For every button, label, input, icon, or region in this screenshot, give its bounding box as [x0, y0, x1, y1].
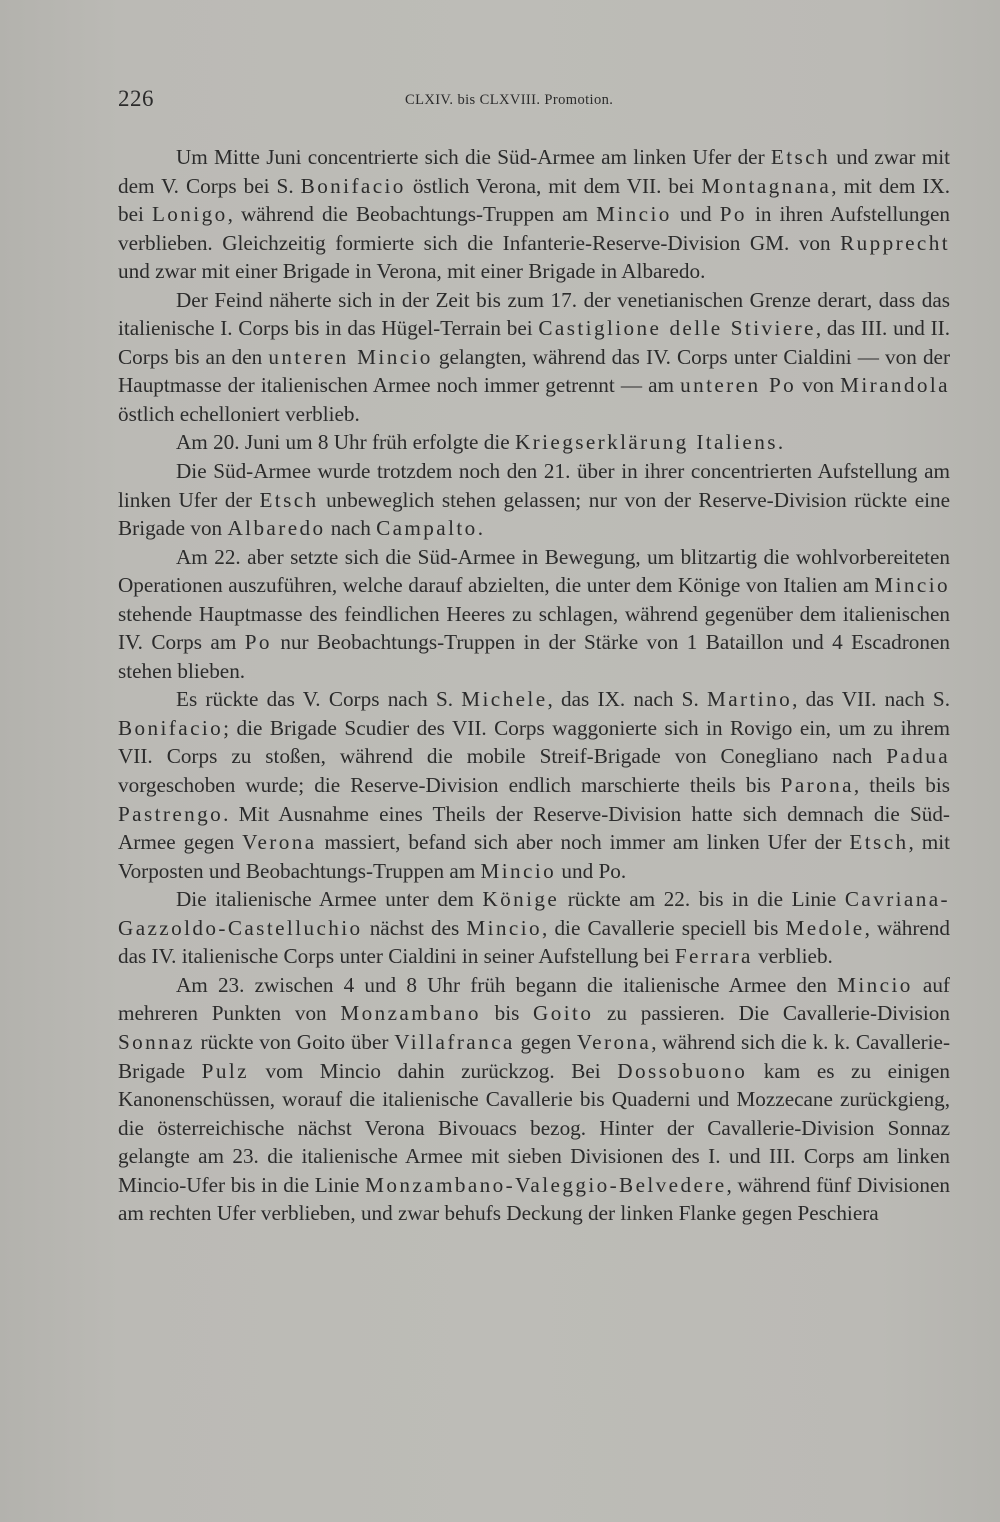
text-run: stehende Hauptmasse des feindlichen Heeres zu schlagen, während gegenüber dem italienischen IV. Corps am: [118, 601, 950, 655]
spaced-text: Mincio: [466, 915, 543, 940]
paragraph: [118, 286, 950, 429]
spaced-text: Rupprecht: [840, 230, 950, 255]
text-run: auf mehreren Punkten von: [118, 972, 950, 1026]
text-run: , mit dem IX. bei: [118, 173, 950, 227]
page-header: [0, 86, 1000, 116]
spaced-text: Bonifacio: [118, 715, 224, 740]
spaced-text: Kriegserklärung Italiens: [514, 430, 778, 455]
text-run: und Po.: [556, 858, 627, 883]
text-run: nur Beobachtungs-Truppen in der Stärke von 1 Bataillon und 4 Escadronen stehen blieben.: [118, 630, 950, 683]
spaced-text: Pastrengo: [118, 801, 224, 826]
paragraph: [118, 885, 950, 971]
spaced-text: Mincio: [874, 573, 950, 598]
paragraph: [118, 428, 950, 457]
spaced-text: Etsch: [259, 487, 319, 512]
text-run: , das IX. nach S.: [547, 687, 707, 712]
spaced-text: Mincio: [837, 972, 913, 997]
text-run: rückte am 22. bis in die Linie: [559, 887, 845, 912]
text-run: , theils bis: [853, 773, 950, 798]
text-run: Um Mitte Juni concentrierte sich die Süd-Armee am linken Ufer der: [176, 145, 771, 169]
paragraph: [118, 457, 950, 543]
text-run: gelangten, während das IV. Corps unter Cialdini — von der Hauptmasse der italienischen Armee noch immer getrennt — am: [118, 344, 950, 398]
page-number: 226: [118, 86, 154, 111]
spaced-text: Mirandola: [840, 373, 950, 398]
spaced-text: Medole: [785, 915, 865, 940]
text-run: und: [671, 202, 720, 227]
text-run: .: [777, 430, 784, 455]
text-run: , während sich die k. k. Cavallerie-Brigade: [118, 1029, 951, 1083]
spaced-text: Parona: [780, 773, 854, 798]
spaced-text: Campalto: [376, 516, 478, 541]
spaced-text: Pulz: [201, 1058, 249, 1083]
text-run: östlich Verona, mit dem VII. bei: [405, 173, 702, 198]
spaced-text: Verona: [576, 1029, 652, 1054]
text-run: östlich echelloniert verblieb.: [118, 401, 360, 426]
spaced-text: Albaredo: [227, 516, 326, 541]
text-run: Am 23. zwischen 4 und 8 Uhr früh begann die italienische Armee den: [176, 972, 838, 997]
spaced-text: Sonnaz: [118, 1029, 195, 1054]
text-run: vom Mincio dahin zurückzog. Bei: [248, 1058, 618, 1083]
text-run: .: [477, 516, 483, 541]
text-run: rückte von Goito über: [194, 1029, 395, 1054]
text-run: nach: [325, 516, 377, 541]
spaced-text: Padua: [886, 744, 950, 769]
text-run: , während fünf Divisionen am rechten Ufer verblieben, und zwar behufs Deckung der linken Flanke gegen Peschiera: [118, 1172, 950, 1226]
spaced-text: Mincio: [596, 202, 672, 227]
text-run: Der Feind näherte sich in der Zeit bis zum 17. der venetianischen Grenze derart, dass das italienische I. Corps bis in das Hügel-Terrain bei: [118, 287, 950, 341]
text-run: , während das IV. italienische Corps unter Cialdini in seiner Aufstellung bei: [118, 915, 950, 969]
spaced-text: Po: [719, 202, 747, 227]
text-run: kam es zu einigen Kanonenschüssen, worauf die italienische Cavallerie bis Quaderni und Mozzecane zurückgieng, die österreichische nächst Verona Bivouacs bezog. Hinter der Cavallerie-Division Sonnaz gelangte am 23. die italienische Armee mit sieben Divisionen des I. und III. Corps am linken Mincio-Ufer bis in die Linie: [118, 1058, 950, 1197]
text-run: , die Cavallerie speciell bis: [542, 915, 786, 940]
text-run: unbeweglich stehen gelassen; nur von der Reserve-Division rückte eine Brigade von: [118, 487, 951, 541]
text-run: , das III. und II. Corps bis an den: [118, 316, 950, 369]
text-run: Die Süd-Armee wurde trotzdem noch den 21. über in ihrer concentrierten Aufstellung am linken Ufer der: [118, 459, 950, 512]
text-run: massiert, befand sich aber noch immer am linken Ufer der: [316, 830, 850, 855]
text-run: ; die Brigade Scudier des VII. Corps waggonierte sich in Rovigo ein, um zu ihrem VII. Corps zu stoßen, während die mobile Streif-Brigade von Conegliano nach: [118, 715, 950, 769]
text-run: bis: [480, 1001, 534, 1026]
text-run: und zwar mit einer Brigade in Verona, mit einer Brigade in Albaredo.: [118, 259, 706, 284]
spaced-text: Verona: [242, 830, 317, 855]
paragraph: [118, 543, 950, 686]
text-run: nächst des: [362, 915, 467, 940]
spaced-text: Lonigo: [151, 202, 228, 227]
spaced-text: Cavriana-Gazzoldo-Castelluchio: [118, 887, 950, 940]
body-text: [118, 143, 950, 1228]
text-run: . Mit Ausnahme eines Theils der Reserve-Division hatte sich demnach die Süd-Armee gegen: [118, 801, 950, 855]
spaced-text: Etsch: [770, 145, 830, 169]
paragraph: [118, 971, 950, 1228]
spaced-text: Montagnana: [701, 173, 832, 198]
spaced-text: Ferrara: [674, 944, 753, 969]
text-run: von: [796, 373, 841, 398]
text-run: Am 20. Juni um 8 Uhr früh erfolgte die: [176, 430, 515, 455]
running-head: CLXIV. bis CLXVIII. Promotion.: [405, 92, 614, 108]
spaced-text: Etsch: [849, 830, 909, 855]
text-run: , während die Beobachtungs-Truppen am: [227, 202, 597, 227]
text-run: in ihren Aufstellungen verblieben. Gleichzeitig formierte sich die Infanterie-Reserve-Division GM. von: [118, 202, 951, 255]
text-run: Die italienische Armee unter dem: [176, 887, 483, 912]
paragraph: [118, 143, 950, 286]
spaced-text: Monzambano: [340, 1001, 481, 1026]
spaced-text: Po: [244, 630, 272, 655]
spaced-text: Castiglione delle Stiviere: [538, 316, 816, 341]
spaced-text: Könige: [482, 887, 560, 912]
text-run: verblieb.: [752, 944, 833, 969]
spaced-text: Villafranca: [394, 1029, 515, 1054]
text-run: Es rückte das V. Corps nach S.: [176, 687, 462, 712]
text-run: und zwar mit dem V. Corps bei S.: [118, 145, 950, 198]
text-run: Am 22. aber setzte sich die Süd-Armee in Bewegung, um blitzartig die wohlvorbereiteten Operationen auszuführen, welche darauf abzielten, die unter dem Könige von Italien am: [118, 544, 950, 598]
spaced-text: Mincio: [480, 858, 557, 883]
text-run: vorgeschoben wurde; die Reserve-Division endlich marschierte theils bis: [118, 773, 781, 798]
spaced-text: Monzambano-Valeggio-Belvedere: [365, 1172, 727, 1197]
spaced-text: Bonifacio: [300, 173, 406, 198]
spaced-text: Dossobuono: [617, 1058, 748, 1083]
text-run: gegen: [514, 1029, 577, 1054]
spaced-text: Michele: [461, 687, 548, 712]
spaced-text: Goito: [533, 1001, 594, 1026]
spaced-text: Martino: [707, 687, 793, 712]
spaced-text: unteren Mincio: [268, 344, 433, 369]
text-run: , mit Vorposten und Beobachtungs-Truppen am: [118, 830, 951, 883]
text-run: zu passieren. Die Cavallerie-Division: [593, 1001, 950, 1026]
paragraph: [118, 685, 950, 885]
text-run: , das VII. nach S.: [792, 687, 950, 712]
spaced-text: unteren Po: [680, 373, 797, 398]
